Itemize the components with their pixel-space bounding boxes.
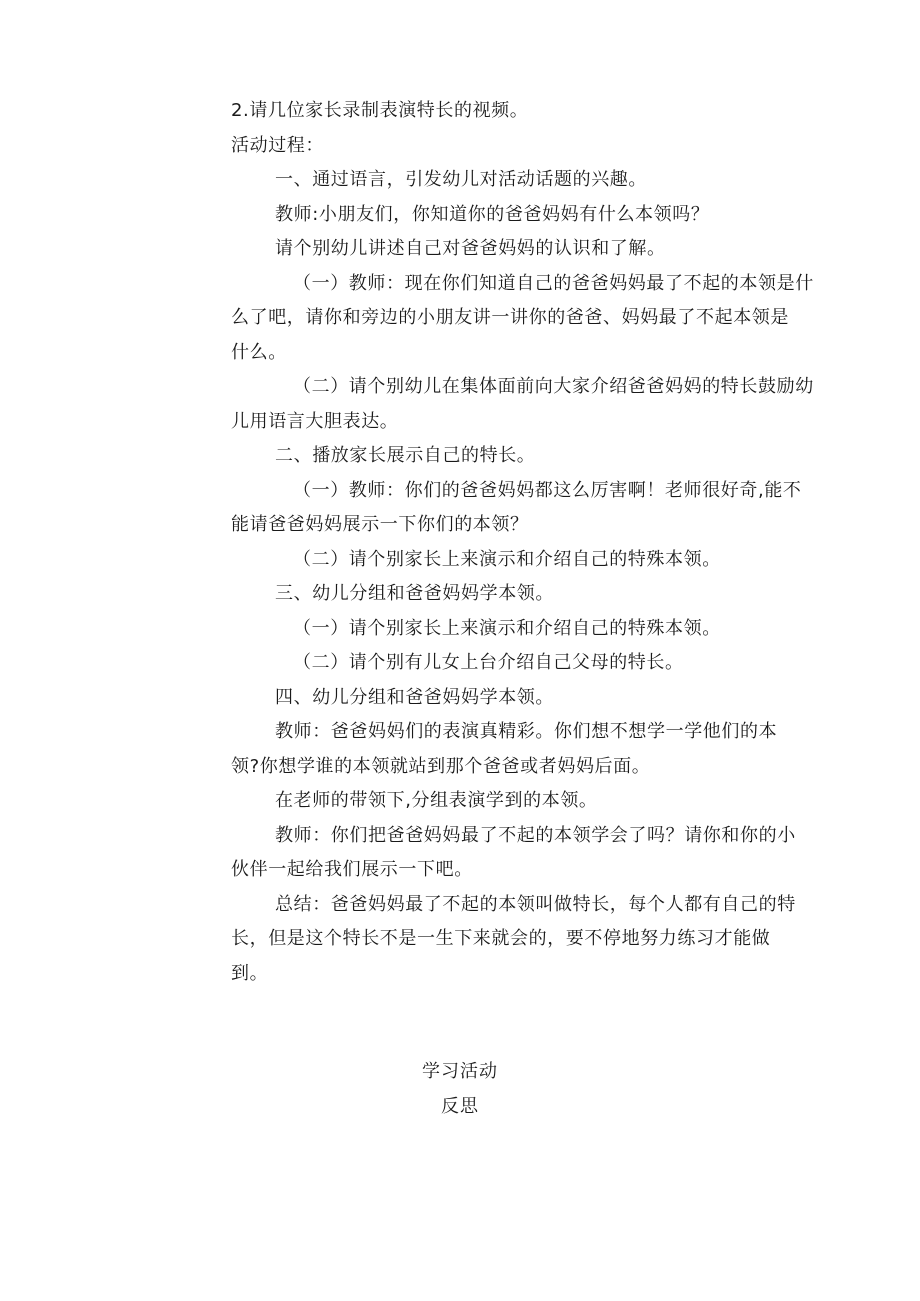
text-line: 三、幼儿分组和爸爸妈妈学本领。 — [275, 583, 554, 604]
text-line: （一）请个别家长上来演示和介绍自己的特殊本领。 — [293, 617, 721, 639]
text-line: 什么。 — [231, 341, 287, 363]
text-line: （二）请个别幼儿在集体面前向大家介绍爸爸妈妈的特长鼓励幼 — [293, 376, 814, 397]
text-line: 请个别幼儿讲述自己对爸爸妈妈的认识和了解。 — [275, 238, 666, 259]
text-line: 四、幼儿分组和爸爸妈妈学本领。 — [275, 686, 554, 708]
text-line: （一）教师：现在你们知道自己的爸爸妈妈最了不起的本领是什 — [293, 272, 814, 294]
text-line: 总结：爸爸妈妈最了不起的本领叫做特长，每个人都有自己的特 — [275, 893, 796, 915]
text-line: 伙伴一起给我们展示一下吧。 — [231, 859, 473, 880]
text-line: （二）请个别家长上来演示和介绍自己的特殊本领。 — [293, 548, 721, 570]
text-line: （二）请个别有儿女上台介绍自己父母的特长。 — [293, 652, 684, 673]
footer-heading-reflection: 反思 — [441, 1096, 479, 1117]
text-line: 教师:小朋友们，你知道你的爸爸妈妈有什么本领吗？ — [275, 203, 710, 225]
text-line: 领?你想学谁的本领就站到那个爸爸或者妈妈后面。 — [231, 755, 651, 777]
text-line: 一、通过语言，引发幼儿对活动话题的兴趣。 — [275, 169, 647, 190]
text-line: 二、播放家长展示自己的特长。 — [275, 445, 536, 466]
text-line: 教师：爸爸妈妈们的表演真精彩。你们想不想学一学他们的本 — [275, 721, 778, 742]
document-body — [231, 94, 843, 991]
text-line: 能请爸爸妈妈展示一下你们的本领？ — [231, 514, 529, 535]
text-line: 么了吧，请你和旁边的小朋友讲一讲你的爸爸、妈妈最了不起本领是 — [231, 307, 789, 328]
footer-heading-learning-activity: 学习活动 — [422, 1061, 498, 1082]
text-line: 在老师的带领下,分组表演学到的本领。 — [275, 790, 598, 811]
text-line: 活动过程： — [231, 134, 324, 156]
text-line: 到。 — [231, 962, 269, 984]
text-line: 2.请几位家长录制表演特长的视频。 — [231, 100, 529, 121]
text-line: 教师：你们把爸爸妈妈最了不起的本领学会了吗？请你和你的小 — [275, 824, 796, 846]
text-line: 儿用语言大胆表达。 — [231, 410, 399, 432]
text-line: 长，但是这个特长不是一生下来就会的，要不停地努力练习才能做 — [231, 928, 771, 949]
text-line: （一）教师：你们的爸爸妈妈都这么厉害啊！老师很好奇,能不 — [293, 479, 802, 501]
